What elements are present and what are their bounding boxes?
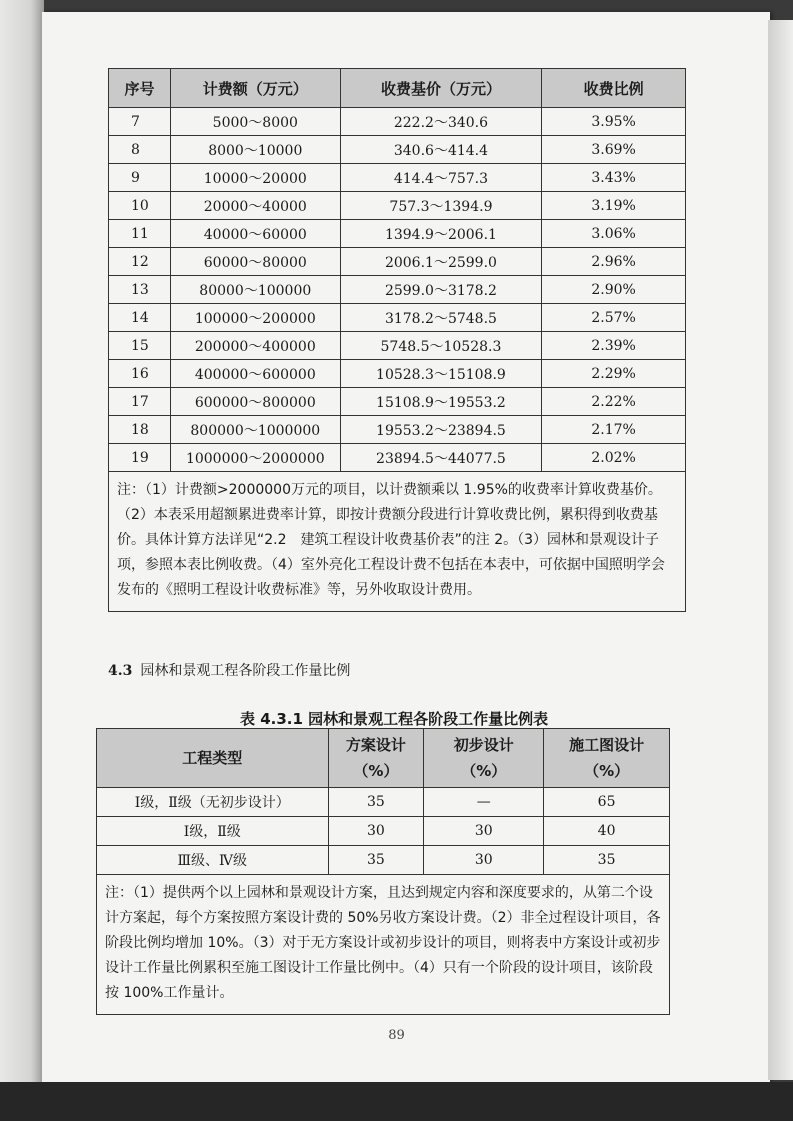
cell-fee-amount: 200000～400000 (170, 332, 340, 360)
cell-seq: 7 (109, 108, 171, 136)
cell-scheme-pct: 35 (328, 846, 424, 875)
prelim-unit: （%） (461, 762, 507, 780)
table-row (109, 136, 686, 164)
table-row (109, 220, 686, 248)
header-fee-amount: 计费额（万元） (170, 69, 340, 108)
left-page-edge (0, 0, 44, 1121)
cell-rate: 2.90% (542, 276, 686, 304)
fee-table-note: 注：（1）计费额>2000000万元的项目，以计费额乘以 1.95%的收费率计算收费基价。（2）本表采用超额累进费率计算，即按计费额分段进行计算收费比例，累积得到收费基价。具体计算方法详见“2.2 建筑工程设计收费基价表”的注 2。（3）园林和景观设计子项，参照本表比例收费。（4）室外亮化工程设计费不包括在本表中，可依据中国照明学会发布的《照明工程设计收费标准》等，另外收取设计费用。 (109, 472, 686, 612)
cell-rate: 2.57% (542, 304, 686, 332)
cell-rate: 3.95% (542, 108, 686, 136)
cell-prelim-pct: — (424, 788, 544, 817)
scheme-label: 方案设计 (345, 736, 406, 754)
table-row (109, 108, 686, 136)
header-rate: 收费比例 (542, 69, 686, 108)
cell-base-price: 340.6～414.4 (340, 136, 542, 164)
construction-unit: （%） (584, 762, 630, 780)
cell-project-type: Ⅲ级、Ⅳ级 (97, 846, 329, 875)
cell-project-type: Ⅰ级，Ⅱ级 (97, 817, 329, 846)
cell-fee-amount: 5000～8000 (170, 108, 340, 136)
cell-prelim-pct: 30 (424, 817, 544, 846)
cell-base-price: 1394.9～2006.1 (340, 220, 542, 248)
stage-ratio-table (96, 728, 670, 1015)
header-construction-design (544, 729, 670, 788)
cell-construction-pct: 35 (544, 846, 670, 875)
cell-base-price: 222.2～340.6 (340, 108, 542, 136)
table-row (109, 360, 686, 388)
cell-fee-amount: 100000～200000 (170, 304, 340, 332)
cell-rate: 2.29% (542, 360, 686, 388)
cell-seq: 19 (109, 444, 171, 472)
cell-seq: 8 (109, 136, 171, 164)
cell-fee-amount: 600000～800000 (170, 388, 340, 416)
cell-seq: 12 (109, 248, 171, 276)
cell-rate: 2.02% (542, 444, 686, 472)
cell-fee-amount: 80000～100000 (170, 276, 340, 304)
cell-base-price: 2599.0～3178.2 (340, 276, 542, 304)
cell-seq: 14 (109, 304, 171, 332)
fee-table-body (109, 108, 686, 472)
cell-base-price: 15108.9～19553.2 (340, 388, 542, 416)
table-row (109, 416, 686, 444)
table-row (109, 444, 686, 472)
cell-base-price: 10528.3～15108.9 (340, 360, 542, 388)
cell-seq: 10 (109, 192, 171, 220)
table-row (97, 846, 670, 875)
cell-base-price: 19553.2～23894.5 (340, 416, 542, 444)
cell-rate: 3.69% (542, 136, 686, 164)
scan-bottom-band (0, 1082, 793, 1121)
ratio-table-note: 注：（1）提供两个以上园林和景观设计方案，且达到规定内容和深度要求的，从第二个设计方案起，每个方案按照方案设计费的 50%另收方案设计费。（2）非全过程设计项目，各阶段比例均增加 10%。（3）对于无方案设计或初步设计的项目，则将表中方案设计或初步设计工作量比例累积至施工图设计工作量比例中。（4）只有一个阶段的设计项目，该阶段按 100%工作量计。 (97, 875, 670, 1015)
cell-construction-pct: 65 (544, 788, 670, 817)
cell-seq: 15 (109, 332, 171, 360)
table-row (97, 817, 670, 846)
cell-seq: 17 (109, 388, 171, 416)
table-row (97, 788, 670, 817)
cell-fee-amount: 20000～40000 (170, 192, 340, 220)
cell-fee-amount: 60000～80000 (170, 248, 340, 276)
cell-prelim-pct: 30 (424, 846, 544, 875)
table-row (109, 332, 686, 360)
cell-fee-amount: 8000～10000 (170, 136, 340, 164)
cell-base-price: 414.4～757.3 (340, 164, 542, 192)
cell-rate: 2.22% (542, 388, 686, 416)
table-row (109, 276, 686, 304)
ratio-table-body (97, 788, 670, 875)
cell-seq: 9 (109, 164, 171, 192)
table-row (109, 164, 686, 192)
header-scheme-design (328, 729, 424, 788)
header-base-price: 收费基价（万元） (340, 69, 542, 108)
table-row (109, 192, 686, 220)
cell-rate: 2.39% (542, 332, 686, 360)
cell-rate: 2.96% (542, 248, 686, 276)
cell-base-price: 3178.2～5748.5 (340, 304, 542, 332)
cell-base-price: 2006.1～2599.0 (340, 248, 542, 276)
cell-rate: 3.06% (542, 220, 686, 248)
table-row (109, 304, 686, 332)
fee-rate-table (108, 68, 686, 612)
section-heading (108, 660, 350, 680)
ratio-table-header (97, 729, 670, 788)
cell-rate: 2.17% (542, 416, 686, 444)
table-row (109, 248, 686, 276)
cell-seq: 13 (109, 276, 171, 304)
cell-rate: 3.19% (542, 192, 686, 220)
cell-base-price: 5748.5～10528.3 (340, 332, 542, 360)
table-caption: 表 4.3.1 园林和景观工程各阶段工作量比例表 (240, 710, 549, 728)
header-seq: 序号 (109, 69, 171, 108)
section-title: 园林和景观工程各阶段工作量比例 (140, 663, 351, 679)
cell-construction-pct: 40 (544, 817, 670, 846)
cell-project-type: Ⅰ级，Ⅱ级（无初步设计） (97, 788, 329, 817)
cell-fee-amount: 40000～60000 (170, 220, 340, 248)
scheme-unit: （%） (353, 762, 399, 780)
cell-scheme-pct: 30 (328, 817, 424, 846)
header-project-type: 工程类型 (97, 729, 329, 788)
section-number: 4.3 (108, 663, 133, 679)
prelim-label: 初步设计 (453, 736, 514, 754)
construction-label: 施工图设计 (569, 736, 645, 754)
cell-seq: 11 (109, 220, 171, 248)
cell-base-price: 757.3～1394.9 (340, 192, 542, 220)
cell-fee-amount: 1000000～2000000 (170, 444, 340, 472)
cell-fee-amount: 800000～1000000 (170, 416, 340, 444)
cell-fee-amount: 10000～20000 (170, 164, 340, 192)
right-page-edge (768, 20, 793, 1080)
page-number: 89 (388, 1028, 405, 1043)
table-row (109, 388, 686, 416)
cell-fee-amount: 400000～600000 (170, 360, 340, 388)
cell-seq: 18 (109, 416, 171, 444)
cell-rate: 3.43% (542, 164, 686, 192)
cell-base-price: 23894.5～44077.5 (340, 444, 542, 472)
header-preliminary-design (424, 729, 544, 788)
fee-table-header (109, 69, 686, 108)
cell-scheme-pct: 35 (328, 788, 424, 817)
cell-seq: 16 (109, 360, 171, 388)
